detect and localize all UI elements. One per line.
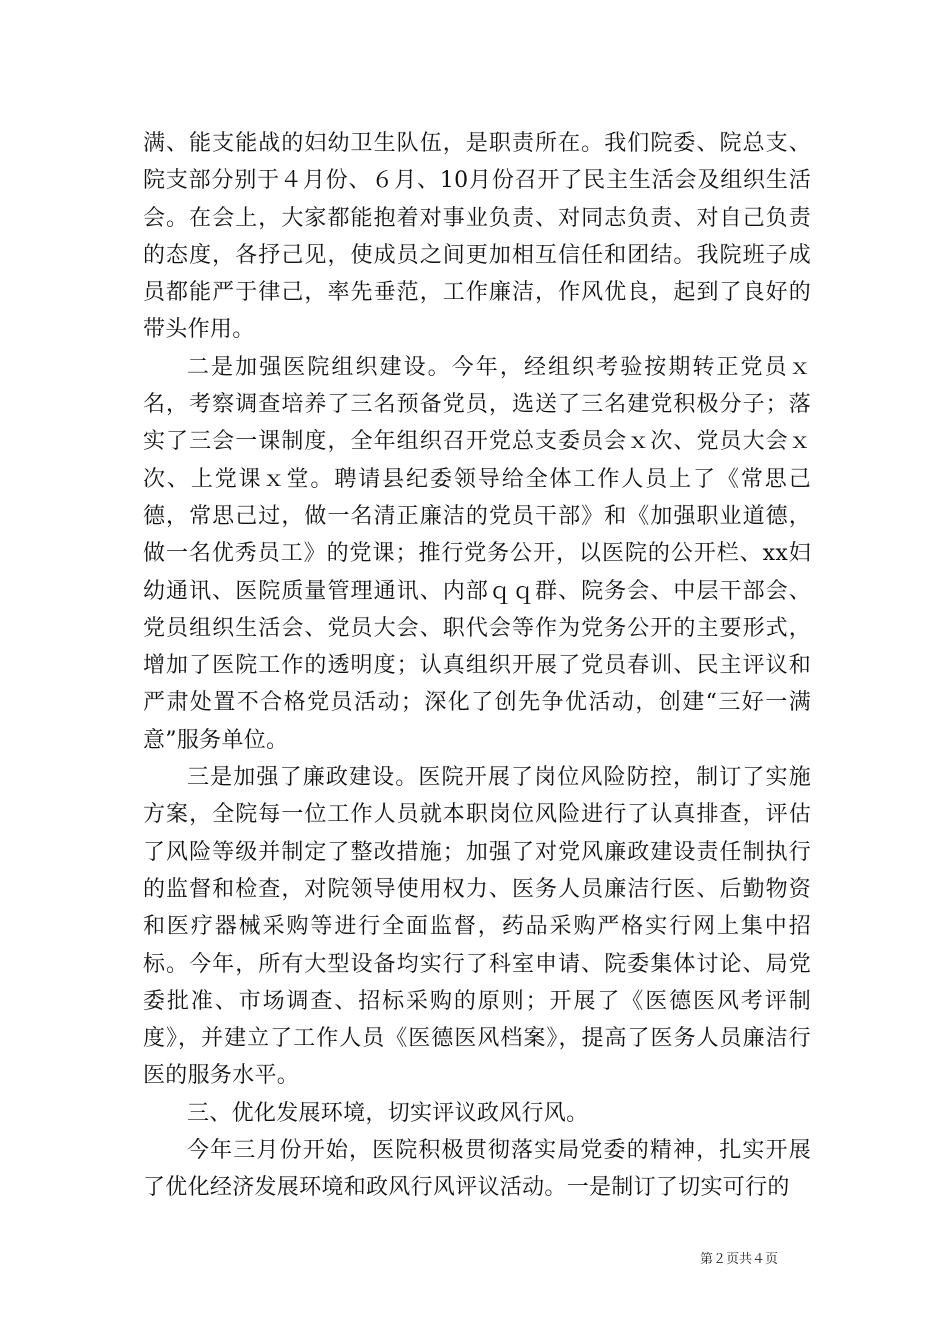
- paragraph-1: 满、能支能战的妇幼卫生队伍，是职责所在。我们院委、院总支、院支部分别于４月份、６月、10月份召开了民主生活会及组织生活会。在会上，大家都能抱着对事业负责、对同志负责、对自己负责的态度，各抒己见，使成员之间更加相互信任和团结。我院班子成员都能严于律己，率先垂范，工作廉洁，作风优良，起到了良好的带头作用。: [143, 131, 811, 343]
- document-body: [143, 125, 811, 1207]
- section-heading: 三、优化发展环境，切实评议政风行风。: [187, 1100, 589, 1126]
- paragraph-3: 三是加强了廉政建设。医院开展了岗位风险防控，制订了实施方案，全院每一位工作人员就本职岗位风险进行了认真排查，评估了风险等级并制定了整改措施；加强了对党风廉政建设责任制执行的监督和检查，对院领导使用权力、医务人员廉洁行医、后勤物资和医疗器械采购等进行全面监督，药品采购严格实行网上集中招标。今年，所有大型设备均实行了科室申请、院委集体讨论、局党委批准、市场调查、招标采购的原则；开展了《医德医风考评制度》，并建立了工作人员《医德医风档案》，提高了医务人员廉洁行医的服务水平。: [143, 765, 811, 1089]
- paragraph-5: 今年三月份开始，医院积极贯彻落实局党委的精神，扎实开展了优化经济发展环境和政风行风评议活动。一是制订了切实可行的: [143, 1138, 811, 1201]
- paragraph-2: 二是加强医院组织建设。今年，经组织考验按期转正党员ｘ名，考察调查培养了三名预备党员，选送了三名建党积极分子；落实了三会一课制度，全年组织召开党总支委员会ｘ次、党员大会ｘ次、上党课ｘ堂。聘请县纪委领导给全体工作人员上了《常思己德，常思己过，做一名清正廉洁的党员干部》和《加强职业道德，做一名优秀员工》的党课；推行党务公开，以医院的公开栏、xx妇幼通讯、医院质量管理通讯、内部ｑｑ群、院务会、中层干部会、党员组织生活会、党员大会、职代会等作为党务公开的主要形式，增加了医院工作的透明度；认真组织开展了党员春训、民主评议和严肃处置不合格党员活动；深化了创先争优活动，创建“三好一满意”服务单位。: [143, 354, 811, 753]
- page-number-footer: 第２页共４页: [700, 1252, 779, 1267]
